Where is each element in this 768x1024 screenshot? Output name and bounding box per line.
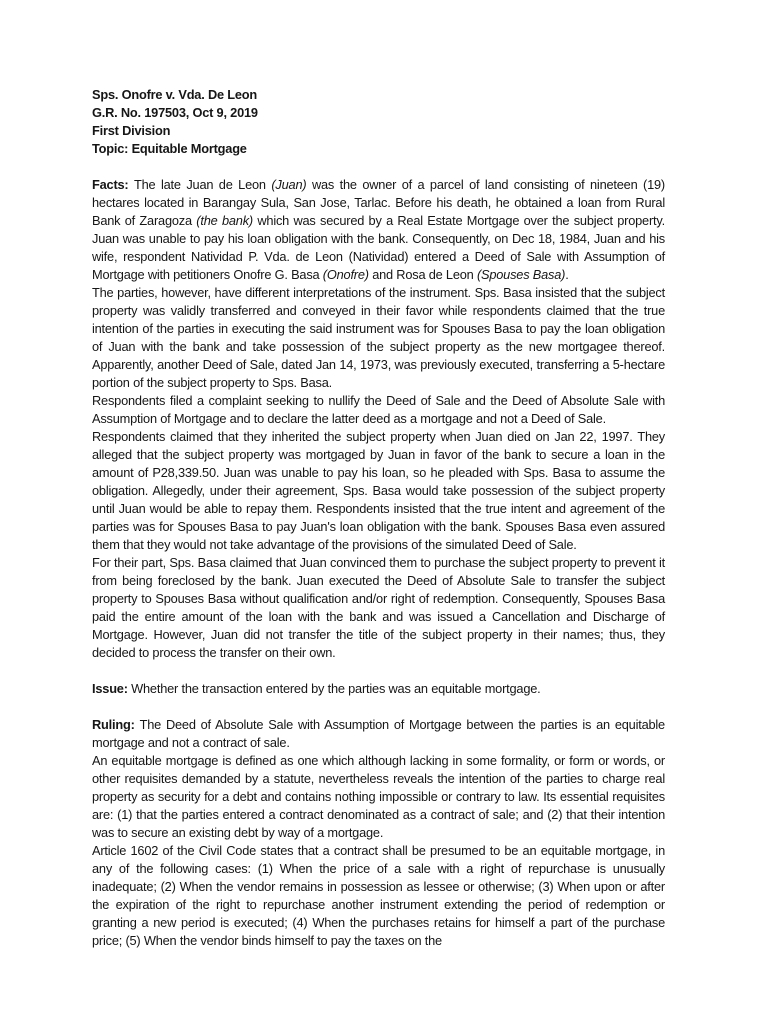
text-run: Facts: bbox=[92, 177, 135, 192]
text-run: The Deed of Absolute Sale with Assumption of Mortgage between the parties is an equitable mortgage and not a contract of sale. bbox=[92, 717, 665, 750]
document-content bbox=[92, 86, 665, 950]
text-run: and Rosa de Leon bbox=[368, 267, 477, 282]
facts-paragraph-3 bbox=[92, 392, 665, 428]
case-title: Sps. Onofre v. Vda. De Leon bbox=[92, 87, 258, 102]
case-citation: G.R. No. 197503, Oct 9, 2019 bbox=[92, 105, 258, 120]
text-run: Article 1602 of the Civil Code states that a contract shall be presumed to be an equitable mortgage, in any of the following cases: (1) When the price of a sale with a right of repurchase is unusually inadequate; (2) When the vendor remains in possession as lessee or otherwise; (3) When upon or after the expiration of the right to repurchase another instrument extending the period of redemption or granting a new period is executed; (4) When the purchases retains for himself a part of the purchase price; (5) When the vendor binds himself to pay the taxes on the bbox=[92, 843, 665, 948]
ruling-paragraph-2 bbox=[92, 752, 665, 842]
facts-paragraph-1 bbox=[92, 176, 665, 284]
text-run: (Onofre) bbox=[322, 267, 369, 282]
text-run: which was secured by a Real Estate Mortgage over the subject property. Juan was unable to pay his loan obligation with the bank. Consequently, on Dec 18, 1984, Juan and his wife, respondent Natividad P. Vda. de Leon (Natividad) entered a Deed of Sale with Assumption of Mortgage with petitioners Onofre G. Basa bbox=[92, 213, 665, 282]
case-header bbox=[92, 86, 665, 158]
text-run: (Spouses Basa) bbox=[476, 267, 566, 282]
text-run: Whether the transaction entered by the parties was an equitable mortgage. bbox=[131, 681, 541, 696]
case-topic: Topic: Equitable Mortgage bbox=[92, 141, 247, 156]
ruling-paragraph-3 bbox=[92, 842, 665, 950]
facts-paragraph-5 bbox=[92, 554, 665, 662]
text-run: Issue: bbox=[92, 681, 132, 696]
text-run: The late Juan de Leon bbox=[134, 177, 272, 192]
document-paragraphs bbox=[92, 176, 665, 950]
ruling-paragraph-1 bbox=[92, 716, 665, 752]
case-division: First Division bbox=[92, 123, 171, 138]
text-run: was the owner of a parcel of land consisting of nineteen (19) hectares located in Barangay Sula, San Jose, Tarlac. Before his death, he obtained a loan from Rural Bank of Zaragoza bbox=[92, 177, 665, 228]
text-run: Ruling: bbox=[92, 717, 140, 732]
text-run: For their part, Sps. Basa claimed that Juan convinced them to purchase the subject property to prevent it from being foreclosed by the bank. Juan executed the Deed of Absolute Sale to transfer the subject property to Spouses Basa without qualification and/or right of redemption. Consequently, Spouses Basa paid the entire amount of the loan with the bank and was issued a Cancellation and Discharge of Mortgage. However, Juan did not transfer the title of the subject property in their names; thus, they decided to process the transfer on their own. bbox=[92, 555, 665, 660]
issue-paragraph bbox=[92, 680, 665, 698]
text-run: An equitable mortgage is defined as one which although lacking in some formality, or form or words, or other requisites demanded by a statute, nevertheless reveals the intention of the parties to charge real property as security for a debt and contains nothing impossible or contrary to law. Its essential requisites are: (1) that the parties entered a contract denominated as a contract of sale; and (2) that their intention was to secure an existing debt by way of a mortgage. bbox=[92, 753, 665, 840]
text-run: Respondents filed a complaint seeking to nullify the Deed of Sale and the Deed of Absolute Sale with Assumption of Mortgage and to declare the latter deed as a mortgage and not a Deed of Sale. bbox=[92, 393, 665, 426]
text-run: . bbox=[565, 267, 569, 282]
text-run: The parties, however, have different interpretations of the instrument. Sps. Basa insisted that the subject property was validly transferred and conveyed in their favor while respondents claimed that the true intention of the parties in executing the said instrument was for Spouses Basa to pay the loan obligation of Juan with the bank and take possession of the subject property as the new mortgagee thereof. Apparently, another Deed of Sale, dated Jan 14, 1973, was previously executed, transferring a 5-hectare portion of the subject property to Sps. Basa. bbox=[92, 285, 665, 390]
facts-paragraph-4 bbox=[92, 428, 665, 554]
text-run: (the bank) bbox=[196, 213, 253, 228]
facts-paragraph-2 bbox=[92, 284, 665, 392]
text-run: (Juan) bbox=[271, 177, 307, 192]
text-run: Respondents claimed that they inherited the subject property when Juan died on Jan 22, 1997. They alleged that the subject property was mortgaged by Juan in favor of the bank to secure a loan in the amount of P28,339.50. Juan was unable to pay his loan, so he pleaded with Sps. Basa to assume the obligation. Allegedly, under their agreement, Sps. Basa would take possession of the subject property until Juan would be able to repay them. Respondents insisted that the true intent and agreement of the parties was for Spouses Basa to pay Juan's loan obligation with the bank. Spouses Basa even assured them that they would not take advantage of the provisions of the simulated Deed of Sale. bbox=[92, 429, 665, 552]
